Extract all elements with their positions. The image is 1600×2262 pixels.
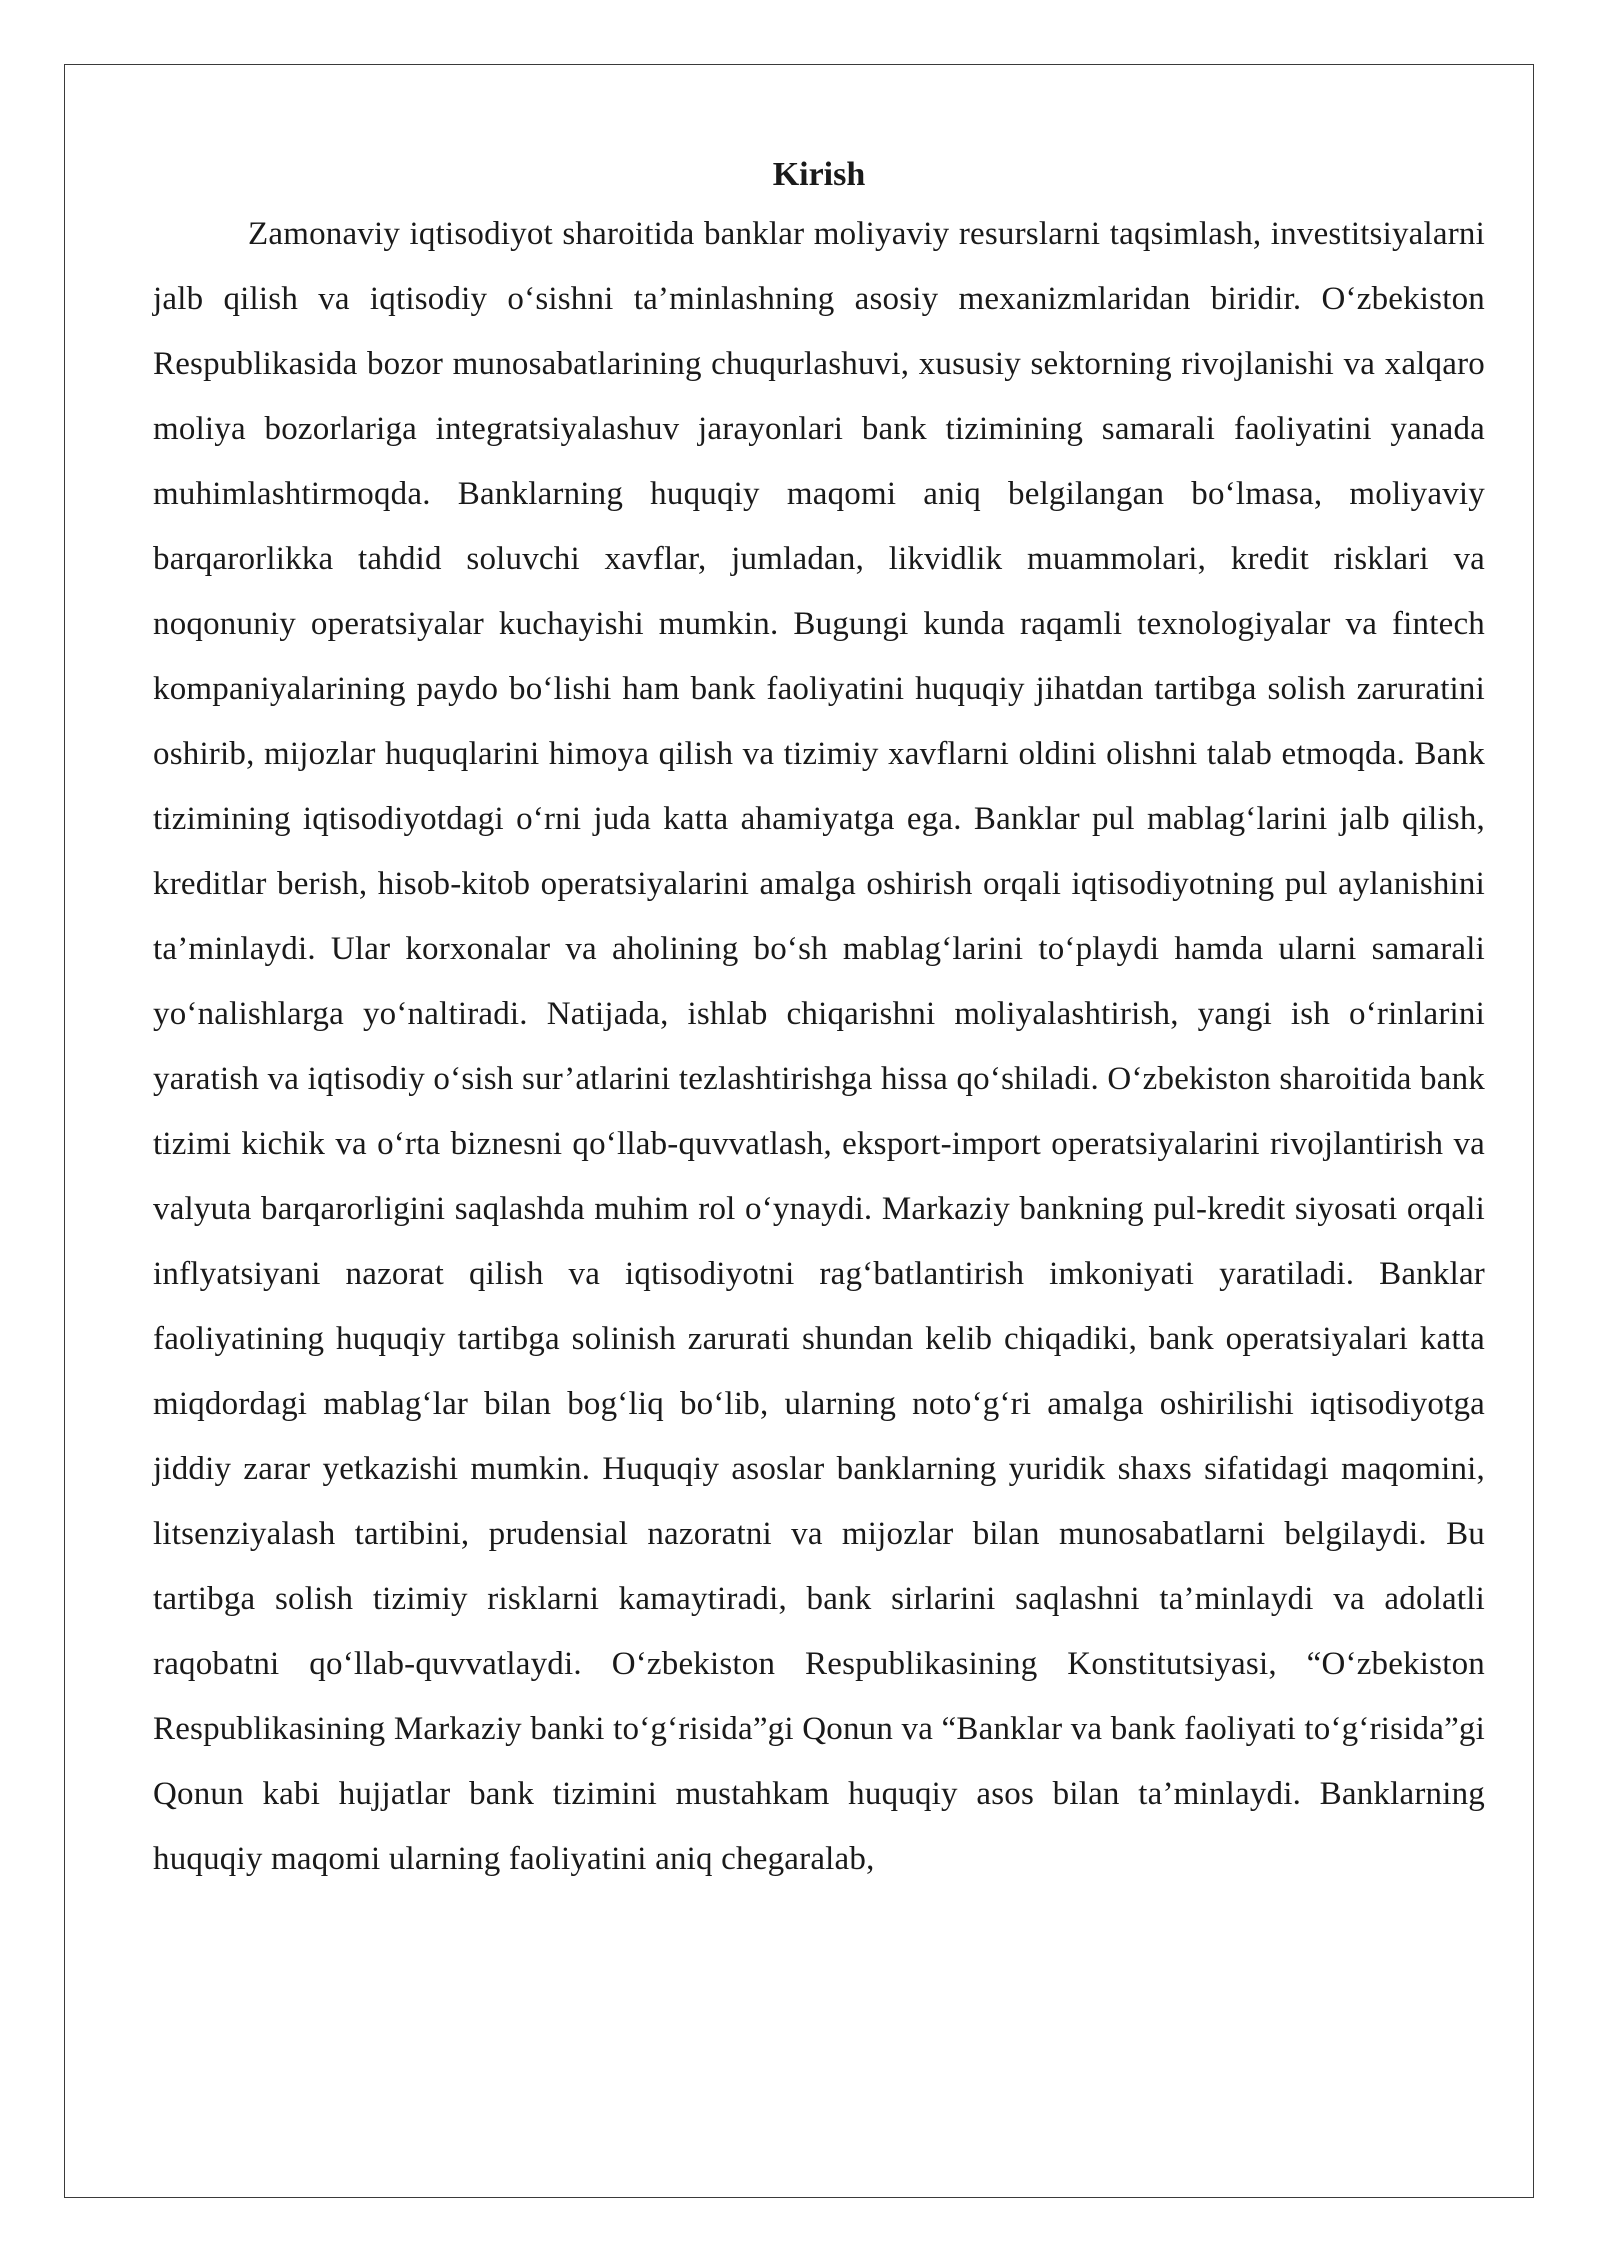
document-content <box>153 148 1485 1892</box>
body-paragraph: Zamonaviy iqtisodiyot sharoitida banklar moliyaviy resurslarni taqsimlash, investitsiyalarni jalb qilish va iqtisodiy o‘sishni ta’minlashning asosiy mexanizmlaridan biridir. O‘zbekiston Respublikasida bozor munosabatlarining chuqurlashuvi, xususiy sektorning rivojlanishi va xalqaro moliya bozorlariga integratsiyalashuv jarayonlari bank tizimining samarali faoliyatini yanada muhimlashtirmoqda. Banklarning huquqiy maqomi aniq belgilangan bo‘lmasa, moliyaviy barqarorlikka tahdid soluvchi xavflar, jumladan, likvidlik muammolari, kredit risklari va noqonuniy operatsiyalar kuchayishi mumkin. Bugungi kunda raqamli texnologiyalar va fintech kompaniyalarining paydo bo‘lishi ham bank faoliyatini huquqiy jihatdan tartibga solish zaruratini oshirib, mijozlar huquqlarini himoya qilish va tizimiy xavflarni oldini olishni talab etmoqda. Bank tizimining iqtisodiyotdagi o‘rni juda katta ahamiyatga ega. Banklar pul mablag‘larini jalb qilish, kreditlar berish, hisob-kitob operatsiyalarini amalga oshirish orqali iqtisodiyotning pul aylanishini ta’minlaydi. Ular korxonalar va aholining bo‘sh mablag‘larini to‘playdi hamda ularni samarali yo‘nalishlarga yo‘naltiradi. Natijada, ishlab chiqarishni moliyalashtirish, yangi ish o‘rinlarini yaratish va iqtisodiy o‘sish sur’atlarini tezlashtirishga hissa qo‘shiladi. O‘zbekiston sharoitida bank tizimi kichik va o‘rta biznesni qo‘llab-quvvatlash, eksport-import operatsiyalarini rivojlantirish va valyuta barqarorligini saqlashda muhim rol o‘ynaydi. Markaziy bankning pul-kredit siyosati orqali inflyatsiyani nazorat qilish va iqtisodiyotni rag‘batlantirish imkoniyati yaratiladi. Banklar faoliyatining huquqiy tartibga solinish zarurati shundan kelib chiqadiki, bank operatsiyalari katta miqdordagi mablag‘lar bilan bog‘liq bo‘lib, ularning noto‘g‘ri amalga oshirilishi iqtisodiyotga jiddiy zarar yetkazishi mumkin. Huquqiy asoslar banklarning yuridik shaxs sifatidagi maqomini, litsenziyalash tartibini, prudensial nazoratni va mijozlar bilan munosabatlarni belgilaydi. Bu tartibga solish tizimiy risklarni kamaytiradi, bank sirlarini saqlashni ta’minlaydi va adolatli raqobatni qo‘llab-quvvatlaydi. O‘zbekiston Respublikasining Konstitutsiyasi, “O‘zbekiston Respublikasining Markaziy banki to‘g‘risida”gi Qonun va “Banklar va bank faoliyati to‘g‘risida”gi Qonun kabi hujjatlar bank tizimini mustahkam huquqiy asos bilan ta’minlaydi. Banklarning huquqiy maqomi ularning faoliyatini aniq chegaralab, <box>153 216 1485 1877</box>
document-title: Kirish <box>772 156 866 193</box>
